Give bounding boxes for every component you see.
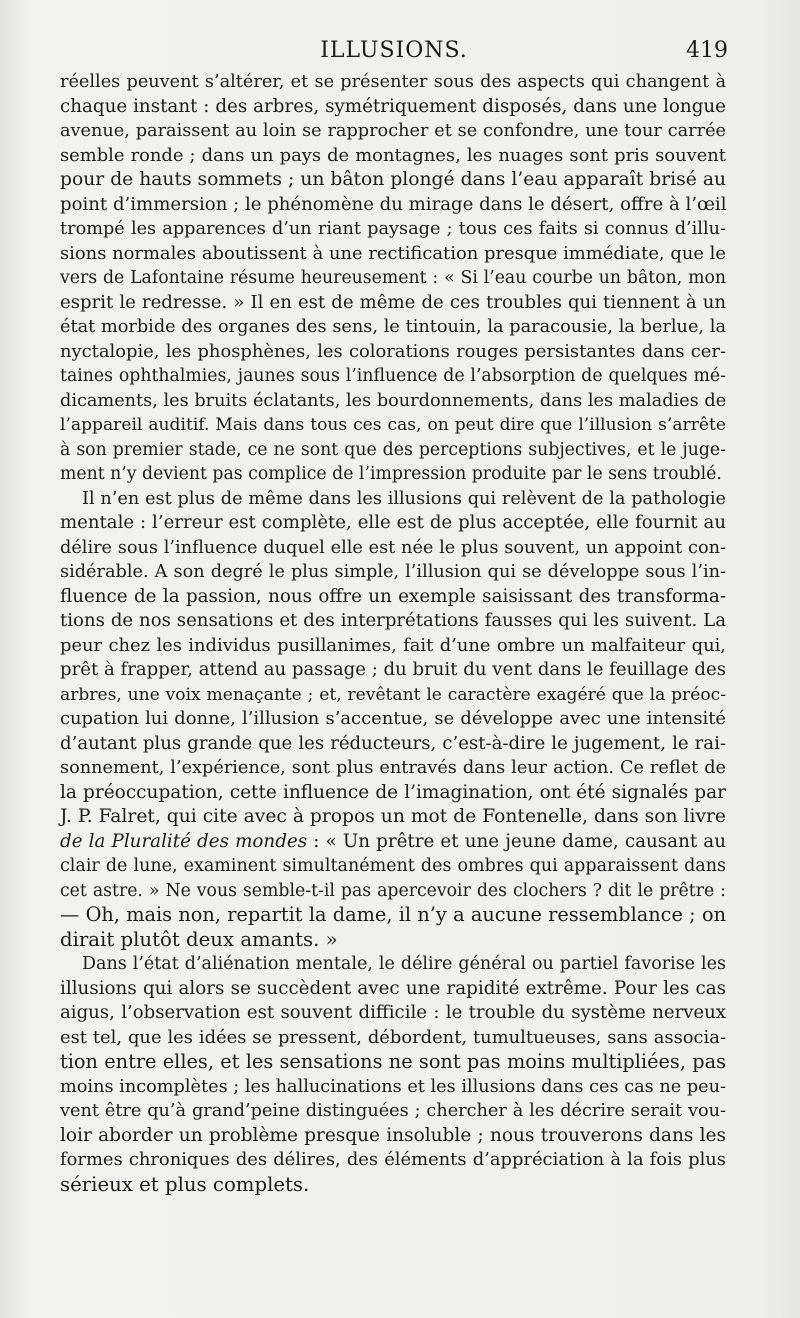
- text-line: délire sous l’influence duquel elle est née le plus souvent, un appoint con-: [60, 537, 726, 558]
- text-line: point d’immersion ; le phénomène du mirage dans le désert, offre à l’œil: [60, 193, 727, 215]
- text-line: trompé les apparences d’un riant paysage ; tous ces faits si connus d’illu-: [60, 219, 726, 239]
- running-title: ILLUSIONS.: [320, 38, 468, 63]
- text-line: esprit le redresse. » Il en est de même de ces troubles qui tiennent à un: [60, 291, 726, 313]
- text-line: aigus, l’observation est souvent difficile : le trouble du système nerveux: [60, 1002, 726, 1023]
- text-line: taines ophthalmies, jaunes sous l’influence de l’absorption de quelques mé-: [60, 366, 726, 386]
- text-line: la préoccupation, cette influence de l’imagination, ont été signalés par: [60, 781, 726, 803]
- text-line: chaque instant : des arbres, symétriquement disposés, dans une longue: [60, 95, 726, 117]
- text-line: sions normales aboutissent à une rectification presque immédiate, que le: [60, 242, 726, 264]
- text-line: nyctalopie, les phosphènes, les colorations rouges persistantes dans cer-: [60, 340, 726, 362]
- text-line: dirait plutôt deux amants. »: [60, 927, 338, 951]
- text-line: fluence de la passion, nous offre un exemple saisissant des transforma-: [60, 585, 726, 607]
- text-line: vent être qu’à grand’peine distinguées ; chercher à les décrire serait vou-: [60, 1101, 726, 1121]
- text-line: loir aborder un problème presque insoluble ; nous trouverons dans les: [60, 1124, 726, 1146]
- text-line: réelles peuvent s’altérer, et se présenter sous des aspects qui changent à: [60, 72, 726, 92]
- text-line: semble ronde ; dans un pays de montagnes, les nuages sont pris souvent: [60, 144, 726, 166]
- text-line: Il n’en est plus de même dans les illusions qui relèvent de la pathologie: [82, 488, 726, 509]
- text-line: avenue, paraissent au loin se rapprocher et se confondre, une tour carrée: [60, 121, 726, 141]
- text-line: pour de hauts sommets ; un bâton plongé dans l’eau apparaît brisé au: [60, 169, 726, 190]
- text-line: arbres, une voix menaçante ; et, revêtant le caractère exagéré que la préoc-: [60, 684, 726, 705]
- text-line: tions de nos sensations et des interprétations fausses qui les suivent. La: [60, 610, 726, 631]
- text-line: cet astre. » Ne vous semble-t-il pas apercevoir des clochers ? dit le prêtre :: [60, 880, 726, 901]
- text-line: prêt à frapper, attend au passage ; du bruit du vent dans le feuillage des: [60, 659, 726, 680]
- text-line: à son premier stade, ce ne sont que des perceptions subjectives, et le juge-: [60, 439, 726, 460]
- text-line: dicaments, les bruits éclatants, les bourdonnements, dans les maladies de: [60, 390, 727, 411]
- text-line: J. P. Falret, qui cite avec à propos un mot de Fontenelle, dans son livre: [60, 806, 726, 827]
- text-line: Dans l’état d’aliénation mentale, le délire général ou partiel favorise les: [82, 954, 726, 974]
- text-line: état morbide des organes des sens, le tintouin, la paracousie, la berlue, la: [60, 317, 726, 337]
- text-line: clair de lune, examinent simultanément des ombres qui apparaissent dans: [60, 856, 726, 876]
- text-line: vers de Lafontaine résume heureusement : « Si l’eau courbe un bâton, mon: [60, 268, 726, 288]
- text-line: tion entre elles, et les sensations ne sont pas moins multipliées, pas: [60, 1050, 726, 1073]
- text-line: — Oh, mais non, repartit la dame, il n’y a aucune ressemblance ; on: [60, 903, 726, 926]
- text-line: mentale : l’erreur est complète, elle est de plus acceptée, elle fournit au: [60, 512, 726, 533]
- text-line: moins incomplètes ; les hallucinations et les illusions dans ces cas ne peu-: [60, 1076, 726, 1097]
- page-header: [60, 32, 728, 68]
- text-line: sérieux et plus complets.: [60, 1172, 310, 1196]
- text-line: ment n’y devient pas complice de l’impression produite par le sens troublé.: [60, 464, 722, 484]
- text-line: sidérable. A son degré le plus simple, l’illusion qui se développe sous l’in-: [60, 562, 726, 582]
- text-line: est tel, que les idées se pressent, débordent, tumultueuses, sans associa-: [60, 1026, 726, 1048]
- text-line: sonnement, l’expérience, sont plus entravés dans leur action. Ce reflet de: [60, 758, 726, 778]
- text-line: de la Pluralité des mondes : « Un prêtre et une jeune dame, causant au: [60, 830, 726, 852]
- text-line: peur chez les individus pusillanimes, fait d’une ombre un malfaiteur qui,: [60, 634, 726, 656]
- page-number: 419: [686, 38, 728, 63]
- text-line: cupation lui donne, l’illusion s’accentue, se développe avec une intensité: [60, 708, 726, 729]
- text-line: illusions qui alors se succèdent avec une rapidité extrême. Pour les cas: [60, 977, 726, 999]
- body-text: [60, 70, 726, 1197]
- text-line: l’appareil auditif. Mais dans tous ces cas, on peut dire que l’illusion s’arrête: [60, 415, 726, 435]
- book-title-italic: de la Pluralité des mondes: [60, 830, 308, 852]
- text-line: d’autant plus grande que les réducteurs, c’est-à-dire le jugement, le rai-: [60, 732, 726, 754]
- text-line: formes chroniques des délires, des éléments d’appréciation à la fois plus: [60, 1149, 726, 1170]
